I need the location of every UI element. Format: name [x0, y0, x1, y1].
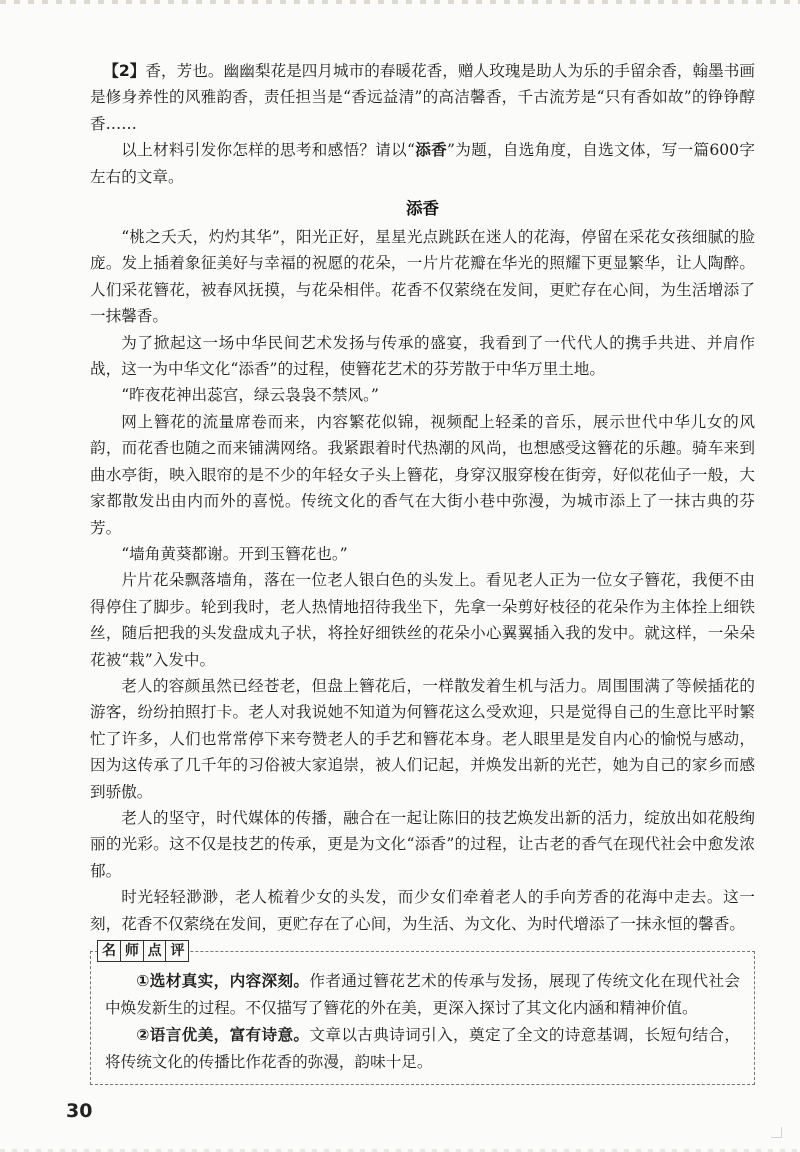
essay-paragraph-2: 为了掀起这一场中华民间艺术发扬与传承的盛宴，我看到了一代代人的携手共进、并肩作战，这一为中华文化“添香”的过程，使簪花艺术的芬芳散于中华万里土地。 — [90, 333, 755, 379]
essay-quote-2: “墙角黄葵都谢。开到玉簪花也。” — [121, 544, 348, 563]
task-paragraph — [90, 137, 755, 190]
review-point-1 — [105, 968, 740, 1022]
essay-paragraph-4: 片片花朵飘落墙角，落在一位老人银白色的头发上。看见老人正为一位女子簪花，我便不由得停住了脚步。轮到我时，老人热情地招待我坐下，先拿一朵剪好枝径的花朵作为主体拴上细铁丝，随后把我的头发盘成丸子状，将拴好细铁丝的花朵小心翼翼插入我的发中。就这样，一朵朵花被“栽”入发中。 — [90, 571, 755, 669]
review-point-2-text: 文章以古典诗词引入，奠定了全文的诗意基调，长短句结合，将传统文化的传播比作花香的弥漫，韵味十足。 — [105, 1026, 740, 1071]
essay-title: 添香 — [406, 199, 439, 219]
material-number: 【2】 — [103, 62, 146, 80]
page-content — [90, 58, 755, 1085]
task-text-before: 以上材料引发你怎样的思考和感悟？请以“ — [121, 141, 415, 160]
review-point-1-text: 作者通过簪花艺术的传承与发扬，展现了传统文化在现代社会中焕发新生的过程。不仅描写了簪花的外在美，更深入探讨了其文化内涵和精神价值。 — [105, 972, 740, 1017]
review-label-char: 点 — [143, 940, 167, 962]
task-text-after: ”为题，自选角度，自选文体，写一篇600字左右的文章。 — [90, 141, 755, 186]
review-point-2 — [105, 1022, 740, 1076]
scan-corner-mark — [771, 1127, 782, 1138]
review-label-char: 师 — [120, 940, 144, 962]
teacher-review-box — [90, 943, 755, 1085]
essay-paragraph-7: 时光轻轻渺渺，老人梳着少女的头发，而少女们牵着老人的手向芳香的花海中走去。这一刻，花香不仅萦绕在发间，更贮存在了心间，为生活、为文化、为时代增添了一抹永恒的馨香。 — [90, 888, 755, 933]
scan-edge-top — [0, 0, 800, 4]
review-point-2-heading: ②语言优美，富有诗意。 — [136, 1026, 310, 1044]
essay-paragraph-1: “桃之夭夭，灼灼其华”，阳光正好，星星光点跳跃在迷人的花海，停留在采花女孩细腻的脸庞。发上插着象征美好与幸福的祝愿的花朵，一片片花瓣在华光的照耀下更显繁华，让人陶醉。人们采花簪花，被春风抚摸，与花朵相伴。花香不仅萦绕在发间，更贮存在心间，为生活增添了一抹馨香。 — [90, 228, 755, 326]
page-number: 30 — [66, 1100, 93, 1122]
material-text: 香，芳也。幽幽梨花是四月城市的春暖花香，赠人玫瑰是助人为乐的手留余香，翰墨书画是修身养性的风雅韵香，责任担当是“香远益清”的高洁馨香，千古流芳是“只有香如故”的铮铮醇香…… — [90, 62, 755, 133]
essay-quote-1: “昨夜花神出蕊宫，绿云袅袅不禁风。” — [121, 386, 379, 405]
essay-paragraph-6: 老人的坚守，时代媒体的传播，融合在一起让陈旧的技艺焕发出新的活力，绽放出如花般绚丽的光彩。这不仅是技艺的传承，更是为文化“添香”的过程，让古老的香气在现代社会中愈发浓郁。 — [90, 808, 755, 880]
review-label-char: 评 — [165, 940, 189, 962]
essay-paragraph-3: 网上簪花的流量席卷而来，内容繁花似锦，视频配上轻柔的音乐，展示世代中华儿女的风韵，而花香也随之而来铺满网络。我紧跟着时代热潮的风尚，也想感受这簪花的乐趣。骑车来到曲水亭街，映入眼帘的是不少的年轻女子头上簪花，身穿汉服穿梭在街旁，好似花仙子一般，大家都散发出由内而外的喜悦。传统文化的香气在大街小巷中弥漫，为城市添上了一抹古典的芬芳。 — [90, 412, 755, 537]
review-point-1-heading: ①选材真实，内容深刻。 — [136, 972, 310, 990]
material-2-paragraph — [90, 58, 755, 137]
review-label — [97, 940, 188, 962]
task-keyword: 添香 — [414, 141, 448, 160]
essay-paragraph-5: 老人的容颜虽然已经苍老，但盘上簪花后，一样散发着生机与活力。周围围满了等候插花的游客，纷纷拍照打卡。老人对我说她不知道为何簪花这么受欢迎，只是觉得自己的生意比平时繁忙了许多，人们也常常停下来夸赞老人的手艺和簪花本身。老人眼里是发自内心的愉悦与感动，因为这传承了几千年的习俗被大家追崇，被人们记起，并焕发出新的光芒，她为自己的家乡而感到骄傲。 — [90, 676, 755, 801]
review-label-char: 名 — [97, 940, 121, 962]
